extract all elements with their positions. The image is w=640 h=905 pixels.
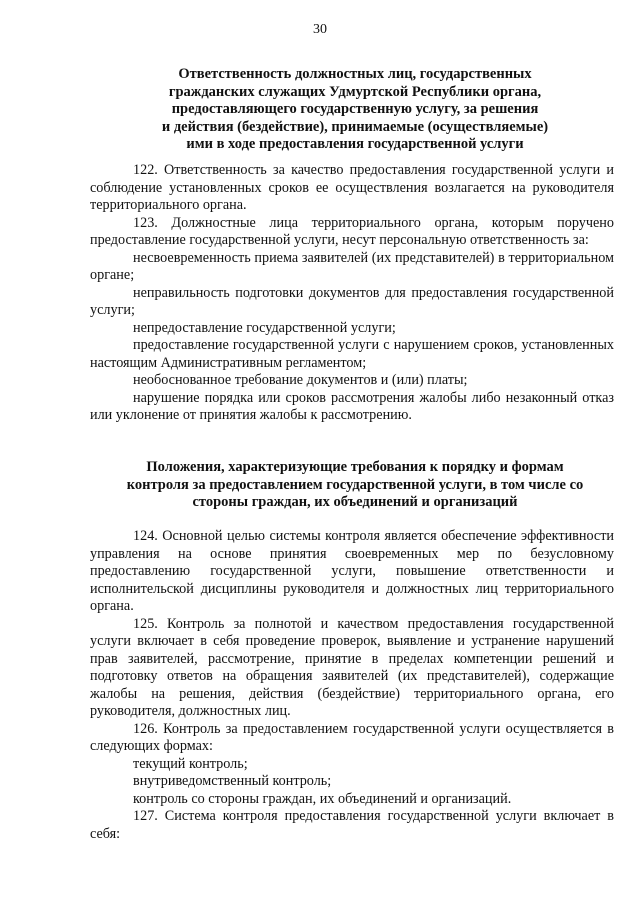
list-item: непредоставление государственной услуги; [133, 319, 396, 336]
list-item: нарушение порядка или сроков рассмотрения жалобы либо незаконный отказ или уклонение от принятия жалобы к рассмотрению. [90, 389, 614, 423]
list-item: предоставление государственной услуги с нарушением сроков, установленных настоящим Административным регламентом; [90, 337, 614, 371]
heading-line: ими в ходе предоставления государственной услуги [186, 136, 524, 152]
section-body-control [90, 528, 614, 843]
heading-line: Положения, характеризующие требования к порядку и формам [146, 459, 564, 475]
heading-line: контроля за предоставлением государственной услуги, в том числе со [126, 476, 584, 493]
heading-line: и действия (бездействие), принимаемые (осуществляемые) [161, 118, 549, 135]
list-item: несвоевременность приема заявителей (их представителей) в территориальном органе; [90, 249, 614, 283]
paragraph-127: 127. Система контроля предоставления государственной услуги включает в себя: [90, 808, 614, 842]
heading-line: стороны граждан, их объединений и организаций [192, 494, 518, 510]
section-heading-responsibility [90, 66, 620, 154]
section-body-responsibility [90, 162, 614, 425]
heading-line: предоставляющего государственную услугу, за решения [171, 101, 539, 117]
paragraph-124: 124. Основной целью системы контроля является обеспечение эффективности управления на основе принятия своевременных мер по безусловному предоставлению государственной услуги, повышение ответственности и исполнительской дисциплины руководителя и должностных лиц территориального органа. [90, 528, 614, 614]
heading-line: гражданских служащих Удмуртской Республики органа, [168, 83, 542, 100]
page-number: 30 [313, 22, 327, 37]
paragraph-126: 126. Контроль за предоставлением государственной услуги осуществляется в следующих формах: [90, 720, 614, 754]
list-item: текущий контроль; [133, 755, 248, 772]
list-item: внутриведомственный контроль; [133, 773, 332, 789]
paragraph-123: 123. Должностные лица территориального органа, которым поручено предоставление государственной услуги, несут персональную ответственность за: [90, 214, 614, 248]
heading-line: Ответственность должностных лиц, государственных [178, 66, 532, 82]
section-heading-control [90, 459, 620, 512]
paragraph-122: 122. Ответственность за качество предоставления государственной услуги и соблюдение установленных сроков ее осуществления возлагается на руководителя территориального органа. [90, 162, 614, 213]
list-item: необоснованное требование документов и (или) платы; [133, 372, 468, 388]
list-item: контроль со стороны граждан, их объединений и организаций. [133, 790, 512, 807]
paragraph-125: 125. Контроль за полнотой и качеством предоставления государственной услуги включает в себя проведение проверок, выявление и устранение нарушений прав заявителей, рассмотрение, принятие в пределах компетенции решений и подготовку ответов на обращения заявителей (их представителей), содержащие жалобы на решения, действия (бездействие) территориального органа, его руководителя, должностных лиц. [90, 615, 614, 719]
list-item: неправильность подготовки документов для предоставления государственной услуги; [90, 284, 614, 318]
